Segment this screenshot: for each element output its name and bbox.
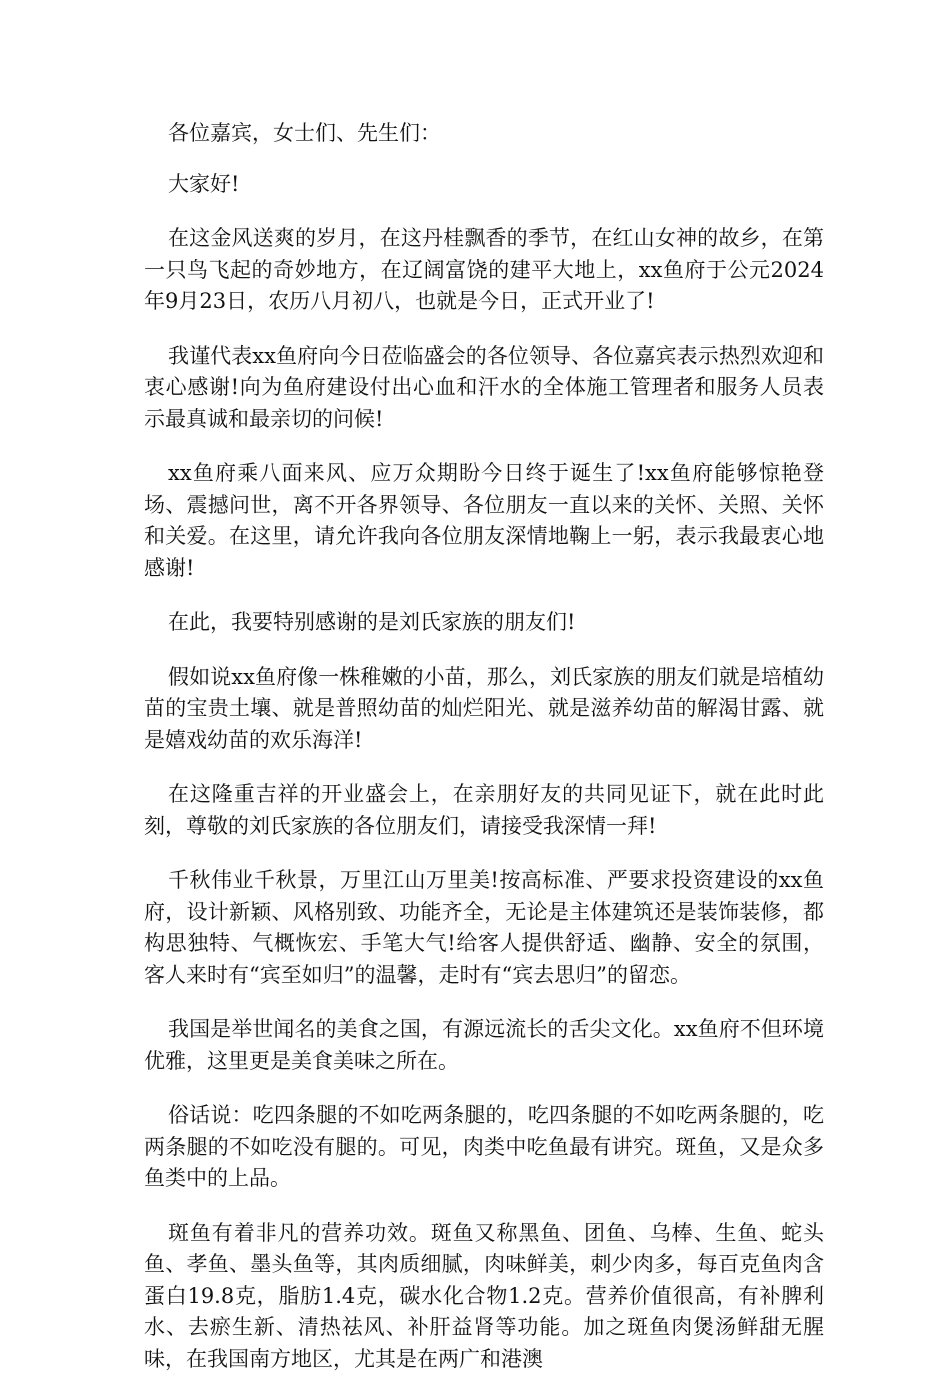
paragraph-proverb: 俗话说：吃四条腿的不如吃两条腿的，吃四条腿的不如吃两条腿的，吃两条腿的不如吃没有腿的。可见，肉类中吃鱼最有讲究。斑鱼，又是众多鱼类中的上品。 <box>144 1103 824 1190</box>
paragraph-thanks: 我谨代表xx鱼府向今日莅临盛会的各位领导、各位嘉宾表示热烈欢迎和衷心感谢!向为鱼府建设付出心血和汗水的全体施工管理者和服务人员表示最真诚和最亲切的问候! <box>144 343 824 431</box>
paragraph-nutrition: 斑鱼有着非凡的营养功效。斑鱼又称黑鱼、团鱼、乌棒、生鱼、蛇头鱼、孝鱼、墨头鱼等，其肉质细腻，肉味鲜美，刺少肉多，每百克鱼肉含蛋白19.8克，脂肪1.4克，碳水化合物1.2克。营养价值很高，有补脾利水、去瘀生新、清热祛风、补肝益肾等功能。加之斑鱼肉煲汤鲜甜无腥味，在我国南方地区，尤其是在两广和港澳 <box>144 1220 824 1371</box>
paragraph-bow: 在这隆重吉祥的开业盛会上，在亲朋好友的共同见证下，就在此时此刻，尊敬的刘氏家族的各位朋友们，请接受我深情一拜! <box>144 782 824 838</box>
document-page <box>144 118 824 1398</box>
salutation: 各位嘉宾，女士们、先生们： <box>168 121 441 145</box>
paragraph-seedling: 假如说xx鱼府像一株稚嫩的小苗，那么，刘氏家族的朋友们就是培植幼苗的宝贵土壤、就是普照幼苗的灿烂阳光、就是滋养幼苗的解渴甘露、就是嬉戏幼苗的欢乐海洋! <box>144 664 824 752</box>
greeting: 大家好! <box>168 171 240 196</box>
paragraph-opening: 在这金风送爽的岁月，在这丹桂飘香的季节，在红山女神的故乡，在第一只鸟飞起的奇妙地方，在辽阔富饶的建平大地上，xx鱼府于公元2024年9月23日，农历八月初八，也就是今日，正式开业了! <box>144 226 824 313</box>
paragraph-design: 千秋伟业千秋景，万里江山万里美!按高标准、严要求投资建设的xx鱼府，设计新颖、风格别致、功能齐全，无论是主体建筑还是装饰装修，都构思独特、气概恢宏、手笔大气!给客人提供舒适、幽静、安全的氛围，客人来时有“宾至如归”的温馨，走时有“宾去思归”的留恋。 <box>144 868 824 987</box>
paragraph-birth: xx鱼府乘八面来风、应万众期盼今日终于诞生了!xx鱼府能够惊艳登场、震撼问世，离不开各界领导、各位朋友一直以来的关怀、关照、关怀和关爱。在这里，请允许我向各位朋友深情地鞠上一躬，表示我最衷心地感谢! <box>144 461 824 580</box>
paragraph-special-thanks: 在此，我要特别感谢的是刘氏家族的朋友们! <box>168 610 576 634</box>
paragraph-cuisine: 我国是举世闻名的美食之国，有源远流长的舌尖文化。xx鱼府不但环境优雅，这里更是美食美味之所在。 <box>144 1017 824 1073</box>
